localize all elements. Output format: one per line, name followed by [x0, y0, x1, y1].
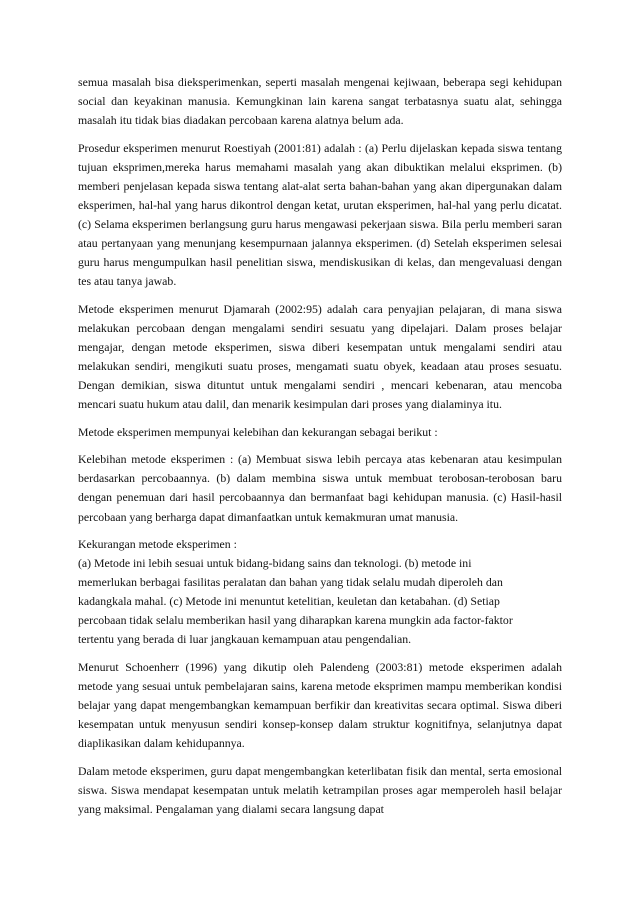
- kekurangan-line: memerlukan berbagai fasilitas peralatan dan bahan yang tidak selalu mudah diperoleh dan: [78, 575, 503, 590]
- kekurangan-line: tertentu yang berada di luar jangkauan kemampuan atau pengendalian.: [78, 632, 412, 647]
- paragraph-intro: semua masalah bisa dieksperimenkan, seperti masalah mengenai kejiwaan, beberapa segi kehidupan social dan keyakinan manusia. Kemungkinan lain karena sangat terbatasnya suatu alat, sehingga masalah itu tidak bias diadakan percobaan karena alatnya belum ada.: [78, 75, 562, 128]
- paragraph-djamarah: Metode eksperimen menurut Djamarah (2002:95) adalah cara penyajian pelajaran, di mana siswa melakukan percobaan dengan mengalami sendiri sesuatu yang dipelajari. Dalam proses belajar mengajar, dengan metode eksperimen, siswa diberi kesempatan untuk mengalami sendiri atau melakukan sendiri, mengikuti suatu proses, mengamati suatu obyek, keadaan atau proses sesuatu. Dengan demikian, siswa dituntut untuk mengalami sendiri , mencari kebenaran, atau mencoba mencari suatu hukum atau dalil, dan menarik kesimpulan dari proses yang dialaminya itu.: [78, 301, 562, 412]
- kekurangan-heading: Kekurangan metode eksperimen :: [78, 537, 237, 552]
- paragraph-guru: Dalam metode eksperimen, guru dapat mengembangkan keterlibatan fisik dan mental, serta emosional siswa. Siswa mendapat kesempatan untuk melatih ketrampilan proses agar memperoleh hasil belajar yang maksimal. Pengalaman yang dialami secara langsung dapat: [78, 763, 562, 817]
- paragraph-kelebihan: Kelebihan metode eksperimen : (a) Membuat siswa lebih percaya atas kebenaran atau kesimpulan berdasarkan percobaannya. (b) dalam membina siswa untuk membuat terobosan-terobosan baru dengan penemuan dari hasil percobaannya dan bermanfaat bagi kehidupan manusia. (c) Hasil-hasil percobaan yang berharga dapat dimanfaatkan untuk kemakmuran umat manusia.: [78, 452, 562, 524]
- kekurangan-line: percobaan tidak selalu memberikan hasil yang diharapkan karena mungkin ada factor-faktor: [78, 613, 513, 628]
- paragraph-kekurangan: [78, 535, 562, 650]
- paragraph-kelebihan-kekurangan: Metode eksperimen mempunyai kelebihan dan kekurangan sebagai berikut :: [78, 424, 438, 439]
- kekurangan-line: (a) Metode ini lebih sesuai untuk bidang-bidang sains dan teknologi. (b) metode ini: [78, 556, 472, 571]
- kekurangan-line: kadangkala mahal. (c) Metode ini menuntut ketelitian, keuletan dan ketabahan. (d) Setiap: [78, 594, 500, 609]
- document-page: [78, 73, 562, 828]
- paragraph-prosedur: Prosedur eksperimen menurut Roestiyah (2001:81) adalah : (a) Perlu dijelaskan kepada siswa tentang tujuan eksprimen,mereka harus memahami masalah yang akan dibuktikan melalui eksprimen. (b) memberi penjelasan kepada siswa tentang alat-alat serta bahan-bahan yang akan dipergunakan dalam eksperimen, hal-hal yang harus dikontrol dengan ketat, urutan eksperimen, hal-hal yang perlu dicatat. (c) Selama eksperimen berlangsung guru harus mengawasi pekerjaan siswa. Bila perlu memberi saran atau pertanyaan yang menunjang kesempurnaan jalannya eksperimen. (d) Setelah eksperimen selesai guru harus mengumpulkan hasil penelitian siswa, mendiskusikan di kelas, dan mengevaluasi dengan tes atau tanya jawab.: [78, 140, 562, 289]
- paragraph-schoenherr: Menurut Schoenherr (1996) yang dikutip oleh Palendeng (2003:81) metode eksperimen adalah metode yang sesuai untuk pembelajaran sains, karena metode eksprimen mampu memberikan kondisi belajar yang dapat mengembangkan kemampuan berfikir dan kreativitas secara optimal. Siswa diberi kesempatan untuk menyusun sendiri konsep-konsep dalam struktur kognitifnya, selanjutnya dapat diaplikasikan dalam kehidupannya.: [78, 659, 562, 751]
